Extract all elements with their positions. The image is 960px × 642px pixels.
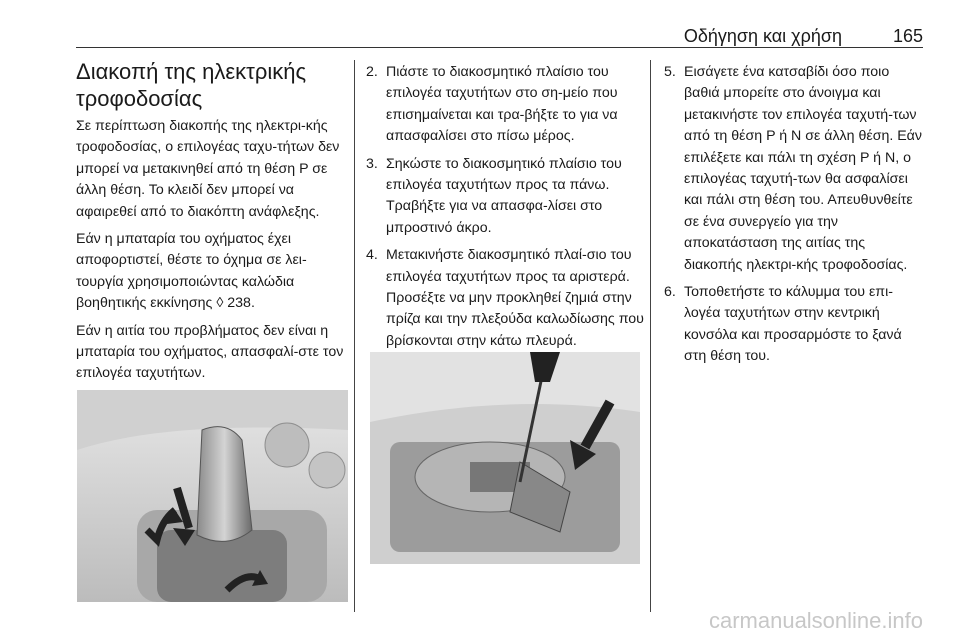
column-divider-2 (650, 60, 651, 612)
step-5 (664, 62, 926, 276)
step-text: Μετακινήστε διακοσμητικό πλαί-σιο του επιλογέα ταχυτήτων προς τα αριστερά. Προσέξτε να μην προκληθεί ζημιά στην πρίζα και την πλεξούδα καλωδίωσης που βρίσκονται στην κάτω πλευρά. (386, 247, 644, 349)
column-3 (664, 62, 926, 374)
step-number: 6. (664, 284, 676, 301)
column-2 (366, 62, 644, 358)
step-4 (366, 245, 644, 352)
column-1 (76, 58, 350, 418)
step-number: 2. (366, 64, 378, 80)
paragraph-3: Εάν η αιτία του προβλήματος δεν είναι η μπαταρία του οχήματος, απασφαλί-στε τον επιλογέα ταχυτήτων. (76, 322, 344, 382)
step-number: 3. (366, 155, 378, 172)
step-3 (366, 154, 644, 240)
screwdriver-release-photo (370, 352, 640, 564)
step-text: Εισάγετε ένα κατσαβίδι όσο ποιο βαθιά μπορείτε στο άνοιγμα και μετακινήστε τον επιλογέα ταχυτή-των από τη θέση P ή N σε άλλη θέση. Εάν επιλέξετε και πάλι τη σχέση P ή N, ο επιλογέας ταχυτή-των θα ασφαλίσει και πάλι στη θέση του. Απευθυνθείτε σε ένα συνεργείο για την αποκατάσταση της αιτίας της διακοπής ηλεκτρι-κής τροφοδοσίας. (684, 64, 922, 273)
step-text: Τοποθετήστε το κάλυμμα του επι-λογέα ταχυτήτων στην κεντρική κονσόλα και προσαρμόστε το ξανά στη θέση του. (684, 284, 902, 365)
section-heading: Διακοπή της ηλεκτρικής τροφοδοσίας (76, 59, 307, 111)
step-text: Σηκώστε το διακοσμητικό πλαίσιο του επιλογέα ταχυτήτων προς τα πάνω. Τραβήξτε για να απασφα-λίσει στο μπροστινό άκρο. (386, 155, 622, 236)
header-rule (76, 47, 923, 48)
watermark: carmanualsonline.info (708, 608, 923, 633)
column-divider-1 (354, 60, 355, 612)
step-number: 4. (366, 247, 378, 264)
step-number: 5. (664, 64, 676, 80)
step-6 (664, 282, 926, 368)
paragraph-1: Σε περίπτωση διακοπής της ηλεκτρι-κής τροφοδοσίας, ο επιλογέας ταχυ-τήτων δεν μπορεί να μετακινηθεί από τη θέση P σε άλλη θέση. Το κλειδί δεν μπορεί να αφαιρεθεί από το διακόπτη ανάφλεξης. (76, 118, 340, 220)
paragraph-2: Εάν η μπαταρία του οχήματος έχει αποφορτιστεί, θέστε το όχημα σε λει-τουργία χρησιμοποιώντας καλώδια βοηθητικής εκκίνησης ◊ 238. (76, 231, 307, 312)
step-text: Πιάστε το διακοσμητικό πλαίσιο του επιλογέα ταχυτήτων στο ση-μείο που επισημαίνεται και τρα-βήξτε το για να απασφαλίσει στο πίσω μέρος. (386, 64, 618, 145)
gear-selector-photo (77, 390, 348, 602)
running-header-title: Οδήγηση και χρήση (683, 26, 842, 46)
step-2 (366, 62, 644, 148)
page-number: 165 (892, 26, 923, 46)
